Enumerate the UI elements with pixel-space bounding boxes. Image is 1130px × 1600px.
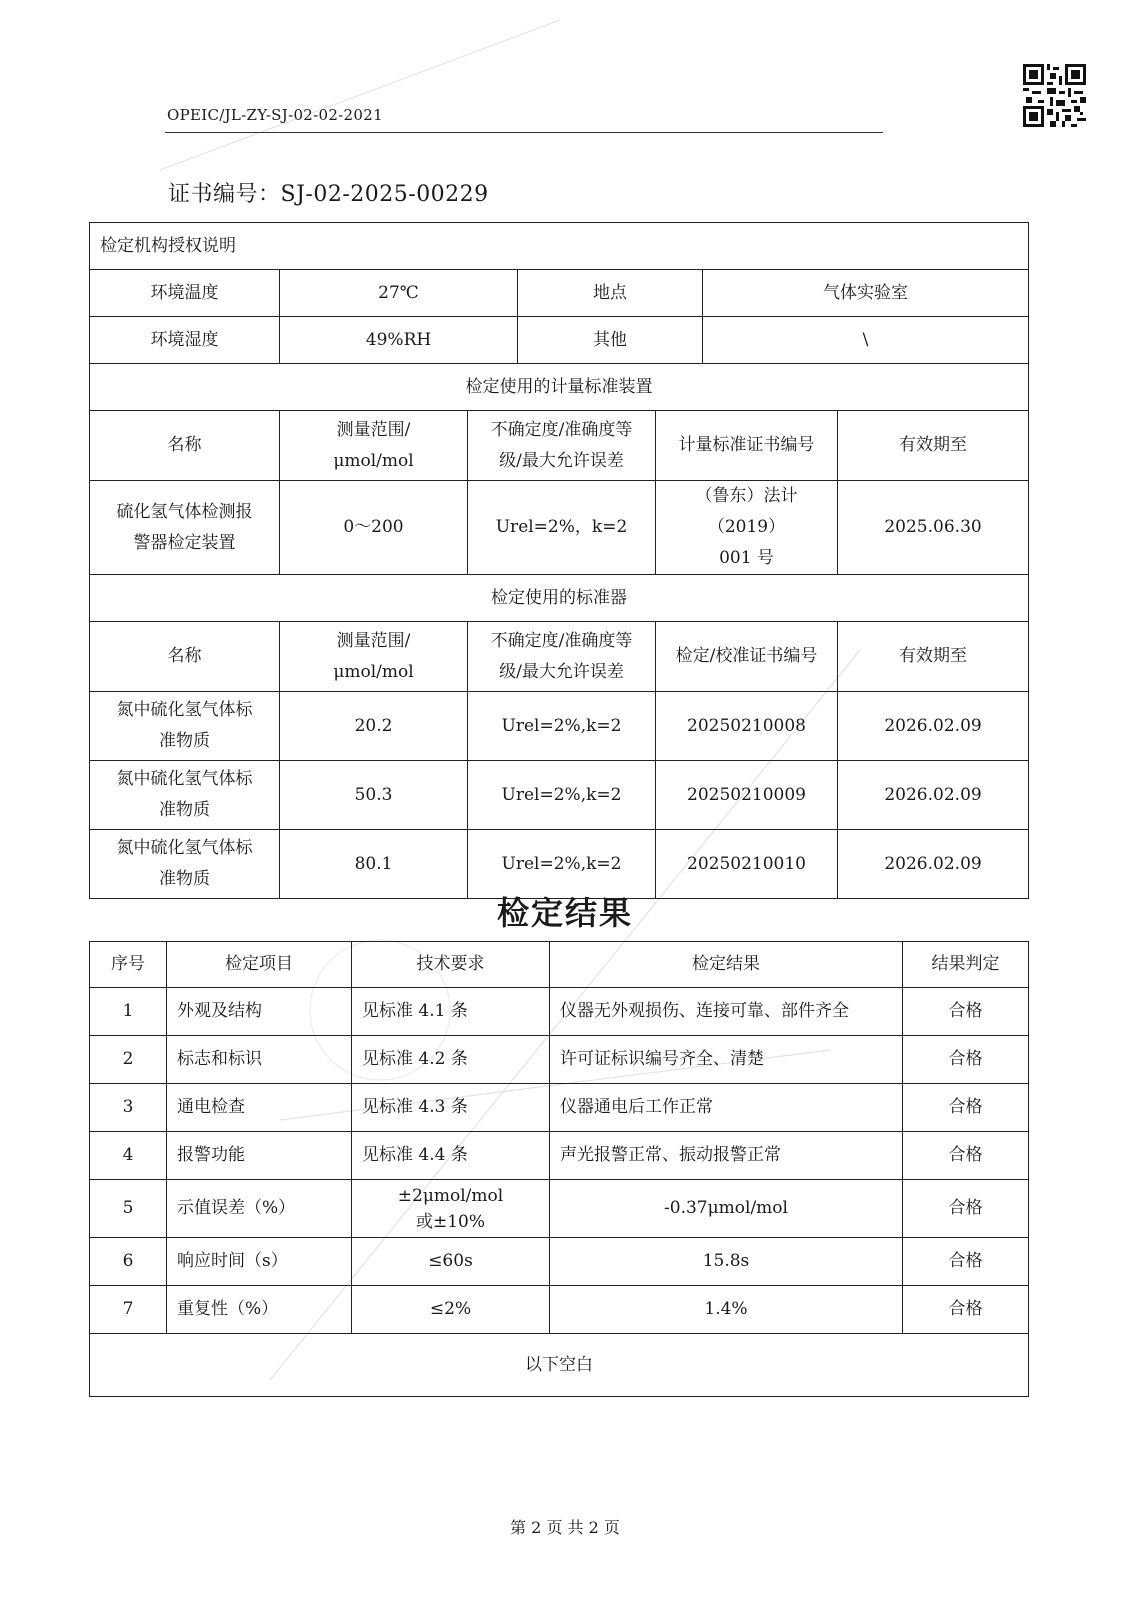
row-no: 6	[90, 1238, 167, 1286]
row-requirement: 见标准 4.2 条	[352, 1036, 550, 1084]
device-name: 硫化氢气体检测报 警器检定装置	[90, 481, 280, 575]
row-no: 5	[90, 1180, 167, 1238]
other-label: 其他	[518, 317, 703, 364]
table-row	[90, 1286, 1029, 1334]
authorization-row	[90, 223, 1029, 270]
header-rule	[165, 132, 883, 133]
standard-materials-header-row	[90, 622, 1029, 692]
header-uncertainty: 不确定度/准确度等 级/最大允许误差	[468, 411, 656, 481]
row-verdict: 合格	[903, 1132, 1029, 1180]
header-item: 检定项目	[167, 942, 352, 988]
temperature-value: 27℃	[280, 270, 518, 317]
material-range: 80.1	[280, 830, 468, 899]
material-range: 50.3	[280, 761, 468, 830]
row-verdict: 合格	[903, 1180, 1029, 1238]
blank-below-note: 以下空白	[90, 1334, 1029, 1397]
header-verdict: 结果判定	[903, 942, 1029, 988]
table-row	[90, 988, 1029, 1036]
table-row	[90, 761, 1029, 830]
environment-row-humidity	[90, 317, 1029, 364]
material-valid: 2026.02.09	[838, 830, 1029, 899]
row-item: 响应时间（s）	[167, 1238, 352, 1286]
environment-row-temperature	[90, 270, 1029, 317]
document-code: OPEIC/JL-ZY-SJ-02-02-2021	[167, 106, 383, 124]
row-no: 1	[90, 988, 167, 1036]
material-name: 氮中硫化氢气体标 准物质	[90, 761, 280, 830]
certificate-number	[168, 177, 489, 208]
row-result: 1.4%	[550, 1286, 903, 1334]
standard-device-row	[90, 481, 1029, 575]
table-row	[90, 1084, 1029, 1132]
standard-materials-section-row	[90, 575, 1029, 622]
row-requirement: ±2μmol/mol 或±10%	[352, 1180, 550, 1238]
row-result: 声光报警正常、振动报警正常	[550, 1132, 903, 1180]
header-no: 序号	[90, 942, 167, 988]
material-uncertainty: Urel=2%,k=2	[468, 830, 656, 899]
table-row	[90, 1036, 1029, 1084]
header-range: 测量范围/ μmol/mol	[280, 622, 468, 692]
row-result: 仪器通电后工作正常	[550, 1084, 903, 1132]
place-label: 地点	[518, 270, 703, 317]
row-item: 标志和标识	[167, 1036, 352, 1084]
header-valid: 有效期至	[838, 622, 1029, 692]
qr-code-icon	[1023, 64, 1086, 127]
results-footer-row	[90, 1334, 1029, 1397]
standard-device-header-row	[90, 411, 1029, 481]
header-result: 检定结果	[550, 942, 903, 988]
row-verdict: 合格	[903, 988, 1029, 1036]
row-result: 许可证标识编号齐全、清楚	[550, 1036, 903, 1084]
row-no: 4	[90, 1132, 167, 1180]
header-name: 名称	[90, 411, 280, 481]
material-certificate: 20250210008	[656, 692, 838, 761]
header-valid: 有效期至	[838, 411, 1029, 481]
page-number: 第 2 页 共 2 页	[510, 1518, 620, 1537]
row-item: 通电检查	[167, 1084, 352, 1132]
authorization-label: 检定机构授权说明	[90, 223, 1029, 270]
row-result: 15.8s	[550, 1238, 903, 1286]
device-certificate: （鲁东）法计（2019） 001 号	[656, 481, 838, 575]
row-verdict: 合格	[903, 1036, 1029, 1084]
header-range: 测量范围/ μmol/mol	[280, 411, 468, 481]
standard-device-section-row	[90, 364, 1029, 411]
humidity-value: 49%RH	[280, 317, 518, 364]
other-value: \	[703, 317, 1029, 364]
temperature-label: 环境温度	[90, 270, 280, 317]
header-certificate: 计量标准证书编号	[656, 411, 838, 481]
row-no: 7	[90, 1286, 167, 1334]
row-item: 示值误差（%）	[167, 1180, 352, 1238]
material-name: 氮中硫化氢气体标 准物质	[90, 830, 280, 899]
standard-materials-section-title: 检定使用的标准器	[90, 575, 1029, 622]
row-requirement: ≤2%	[352, 1286, 550, 1334]
row-item: 外观及结构	[167, 988, 352, 1036]
row-result: 仪器无外观损伤、连接可靠、部件齐全	[550, 988, 903, 1036]
device-range: 0～200	[280, 481, 468, 575]
row-requirement: ≤60s	[352, 1238, 550, 1286]
material-name: 氮中硫化氢气体标 准物质	[90, 692, 280, 761]
row-verdict: 合格	[903, 1084, 1029, 1132]
header-certificate: 检定/校准证书编号	[656, 622, 838, 692]
row-requirement: 见标准 4.3 条	[352, 1084, 550, 1132]
results-title: 检定结果	[496, 894, 633, 932]
row-no: 2	[90, 1036, 167, 1084]
standard-device-section-title: 检定使用的计量标准装置	[90, 364, 1029, 411]
row-item: 重复性（%）	[167, 1286, 352, 1334]
place-value: 气体实验室	[703, 270, 1029, 317]
material-certificate: 20250210010	[656, 830, 838, 899]
header-name: 名称	[90, 622, 280, 692]
header-uncertainty: 不确定度/准确度等 级/最大允许误差	[468, 622, 656, 692]
table-row	[90, 1132, 1029, 1180]
material-range: 20.2	[280, 692, 468, 761]
certificate-number-label: 证书编号：	[168, 182, 281, 207]
row-item: 报警功能	[167, 1132, 352, 1180]
row-requirement: 见标准 4.1 条	[352, 988, 550, 1036]
humidity-label: 环境湿度	[90, 317, 280, 364]
row-verdict: 合格	[903, 1238, 1029, 1286]
certificate-number-value: SJ-02-2025-00229	[280, 182, 489, 207]
standards-table	[89, 222, 1029, 899]
table-row	[90, 1238, 1029, 1286]
header-requirement: 技术要求	[352, 942, 550, 988]
device-uncertainty: Urel=2%，k=2	[468, 481, 656, 575]
material-valid: 2026.02.09	[838, 692, 1029, 761]
results-table	[89, 941, 1029, 1397]
material-certificate: 20250210009	[656, 761, 838, 830]
results-header-row	[90, 942, 1029, 988]
row-no: 3	[90, 1084, 167, 1132]
table-row	[90, 1180, 1029, 1238]
material-uncertainty: Urel=2%,k=2	[468, 761, 656, 830]
device-valid: 2025.06.30	[838, 481, 1029, 575]
row-requirement: 见标准 4.4 条	[352, 1132, 550, 1180]
material-uncertainty: Urel=2%,k=2	[468, 692, 656, 761]
material-valid: 2026.02.09	[838, 761, 1029, 830]
row-verdict: 合格	[903, 1286, 1029, 1334]
table-row	[90, 692, 1029, 761]
row-result: -0.37μmol/mol	[550, 1180, 903, 1238]
